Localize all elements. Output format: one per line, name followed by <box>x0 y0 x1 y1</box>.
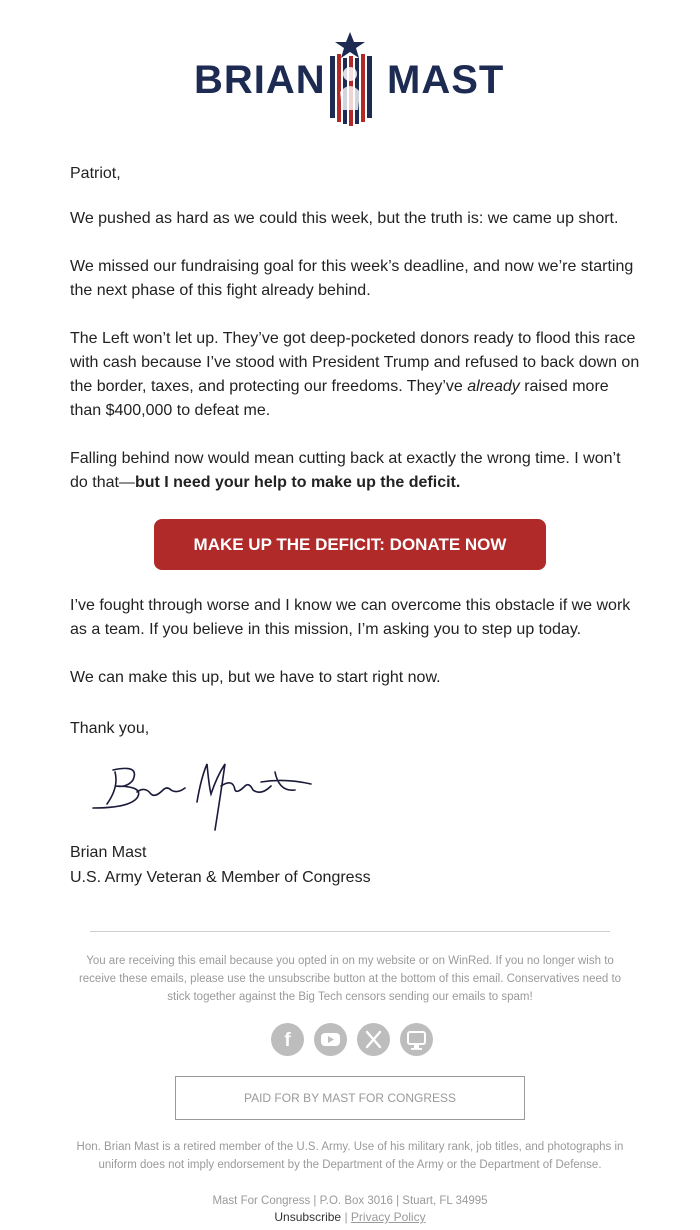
optin-notice: You are receiving this email because you opted in on my website or on WinRed. If you no longer wish to receive these emails, please use the unsubscribe button at the bottom of this email. Conservatives need to stick together against the Big Tech censors sending our emails to spam! <box>78 955 622 1003</box>
signer-title: U.S. Army Veteran & Member of Congress <box>70 869 371 886</box>
logo-word-mast: MAST <box>387 58 505 102</box>
signer-name: Brian Mast <box>70 844 147 861</box>
youtube-icon[interactable] <box>314 1023 347 1056</box>
paragraph-5: I’ve fought through worse and I know we can overcome this obstacle if we work as a team. If you believe in this mission, I’m asking you to step up today. <box>70 597 631 638</box>
closing: Thank you, <box>70 720 150 737</box>
paragraph-3-start: The Left won’t let up. They’ve got deep-pocketed donors ready to flood this race with cash because I’ve stood with President Trump and refused to back down on the border, taxes, and protecting our freedoms. They’ve <box>70 330 640 395</box>
greeting: Patriot, <box>70 165 121 182</box>
website-icon[interactable] <box>400 1023 433 1056</box>
logo-word-brian: BRIAN <box>194 58 326 102</box>
army-disclaimer: Hon. Brian Mast is a retired member of the U.S. Army. Use of his military rank, job titles, and photographs in uniform does not imply endorsement by the Department of the Army or the Department of Defense. <box>76 1141 624 1171</box>
paragraph-3-end: raised more than $400,000 to defeat me. <box>70 378 609 419</box>
paragraph-3 <box>70 327 640 423</box>
paragraph-4-start: Falling behind now would mean cutting back at exactly the wrong time. I won’t do that— <box>70 450 621 491</box>
paragraph-1: We pushed as hard as we could this week, but the truth is: we came up short. <box>70 210 619 227</box>
paragraph-6: We can make this up, but we have to start right now. <box>70 669 441 686</box>
logo-emblem-icon <box>322 30 378 128</box>
x-icon[interactable] <box>357 1023 390 1056</box>
paragraph-2: We missed our fundraising goal for this week’s deadline, and now we’re starting the next phase of this fight already behind. <box>70 258 634 299</box>
footer-links <box>0 1210 700 1224</box>
svg-text:f: f <box>284 1030 291 1051</box>
donate-now-button[interactable]: MAKE UP THE DEFICIT: DONATE NOW <box>154 519 546 570</box>
paragraph-4-bold: but I need your help to make up the deficit. <box>134 474 461 491</box>
footer-divider <box>90 931 610 932</box>
facebook-icon[interactable] <box>271 1023 304 1056</box>
mailing-address: Mast For Congress | P.O. Box 3016 | Stuart, FL 34995 <box>212 1195 488 1207</box>
unsubscribe-link[interactable]: Unsubscribe <box>274 1210 342 1224</box>
social-links <box>271 1023 431 1056</box>
privacy-policy-link[interactable]: Privacy Policy <box>350 1210 426 1224</box>
brian-mast-logo <box>0 30 700 130</box>
link-separator: | <box>344 1210 348 1224</box>
paragraph-3-italic: already <box>467 378 520 395</box>
paid-for-box: PAID FOR BY MAST FOR CONGRESS <box>175 1076 525 1120</box>
paragraph-4 <box>70 447 640 495</box>
signature-image <box>85 742 325 837</box>
